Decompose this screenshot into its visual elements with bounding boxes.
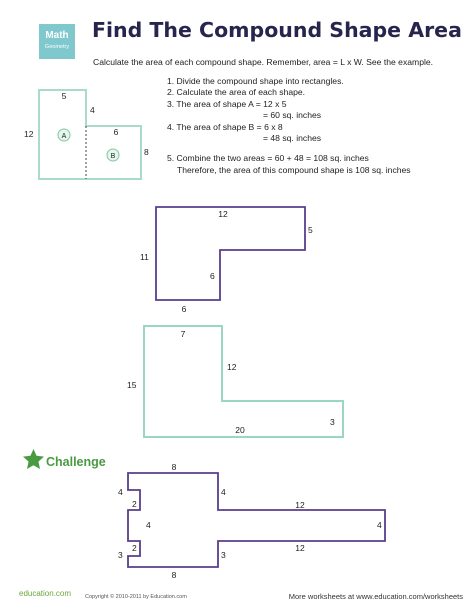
challenge-label: 2 [132,499,137,509]
problem-1-label: 6 [210,271,215,281]
challenge-label: 4 [221,487,226,497]
challenge-label: 3 [118,550,123,560]
problem-1-label: 11 [140,252,149,262]
step-2: 2. Calculate the area of each shape. [167,87,306,98]
page-title: Find The Compound Shape Area [92,18,462,42]
challenge-shape [118,462,385,580]
example-label: 12 [24,129,34,139]
problem-2-label: 12 [227,362,237,372]
example-label: 8 [144,147,149,157]
example-label: 4 [90,105,95,115]
shape-a-label: A [61,133,67,140]
intro-text: Calculate the area of each compound shape. Remember, area = L x W. See the example. [93,57,434,67]
problem-1-label: 12 [218,209,228,219]
problem-2-label: 20 [235,425,245,435]
step-4: 4. The area of shape B = 6 x 8 [167,121,283,132]
problem-2-label: 3 [330,417,335,427]
challenge-label: 8 [171,570,177,580]
logo-text: education.com [19,589,72,598]
step-3: 3. The area of shape A = 12 x 5 [167,98,287,109]
challenge-label: 2 [132,543,137,553]
challenge-outline [128,473,385,567]
problem-2-shape [127,326,343,437]
problem-1-outline [156,207,305,300]
challenge-label: 12 [295,500,305,510]
example-label: 6 [113,127,119,137]
step-5: 5. Combine the two areas = 60 + 48 = 108 sq. inches [167,153,369,164]
shape-b-label: B [110,153,116,160]
challenge-label: 8 [171,462,177,472]
problem-1-label: 5 [308,225,313,235]
step-3-result: = 60 sq. inches [263,110,322,121]
challenge-heading: Challenge [46,455,106,469]
step-5-conclusion: Therefore, the area of this compound shape is 108 sq. inches [177,164,411,175]
challenge-label: 4 [146,520,151,530]
example-shape [24,90,149,179]
problem-2-outline [144,326,343,437]
badge-topic: Geometry [44,44,70,50]
step-4-result: = 48 sq. inches [263,133,322,144]
copyright-text: Copyright © 2010-2011 by Education.com [85,594,187,600]
education-logo [19,589,71,598]
example-label: 5 [61,91,67,101]
example-outline [39,90,141,179]
problem-1-label: 6 [181,304,187,314]
challenge-label: 3 [221,550,226,560]
challenge-label: 12 [295,543,305,553]
challenge-label: 4 [118,487,123,497]
star-icon [23,449,44,469]
step-1: 1. Divide the compound shape into rectangles. [167,76,344,86]
challenge-label: 4 [377,520,382,530]
problem-1-shape [140,207,313,314]
badge-subject: Math [45,30,69,41]
more-worksheets-text: More worksheets at www.education.com/worksheets [288,592,463,601]
problem-2-label: 15 [127,380,137,390]
problem-2-label: 7 [180,329,186,339]
